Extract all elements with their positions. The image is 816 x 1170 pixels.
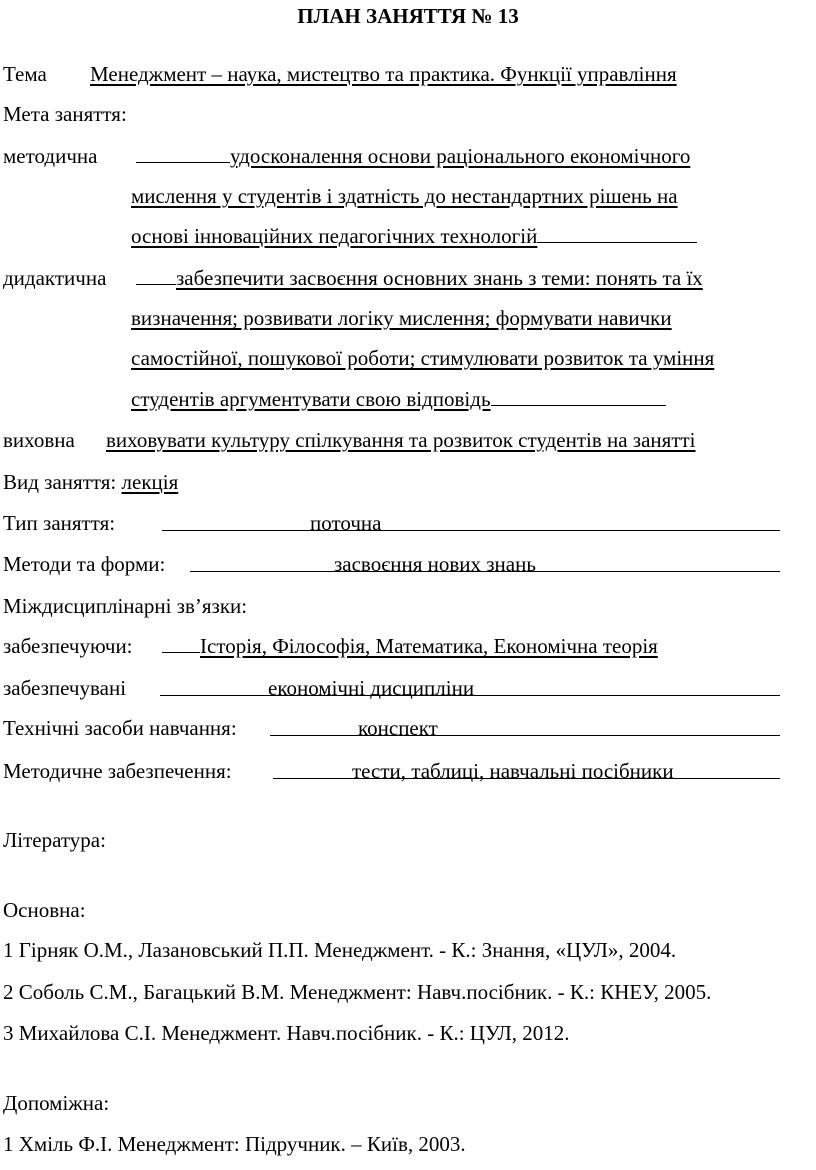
methodical-line-2: мислення у студентів і здатність до нестандартних рішень на [131, 184, 678, 208]
topic-label: Тема [3, 62, 47, 86]
methodical-label: методична [3, 144, 98, 168]
lesson-type-value: поточна [310, 511, 382, 535]
page-title: ПЛАН ЗАНЯТТЯ № 13 [297, 4, 519, 28]
methodical-line-3: основі інноваційних педагогічних технологій [131, 226, 697, 247]
didactic-line-1: забезпечити засвоєння основних знань з теми: понять та їх [136, 268, 703, 289]
tech-means-label: Технічні засоби навчання: [3, 716, 237, 740]
method-support-value: тести, таблиці, навчальні посібники [352, 759, 674, 783]
main-ref-2: 2 Соболь С.М., Багацький В.М. Менеджмент: Навч.посібник. - К.: КНЕУ, 2005. [3, 980, 712, 1004]
methodical-line-1: удосконалення основи раціонального економічного [136, 146, 690, 167]
tech-means-rule [270, 735, 780, 736]
educational-value: виховувати культуру спілкування та розвиток студентів на занятті [106, 428, 696, 452]
main-literature-heading: Основна: [3, 898, 86, 922]
lesson-kind-value: лекція [121, 470, 179, 494]
educational-label: виховна [3, 428, 75, 452]
provided-value: економічні дисципліни [268, 676, 475, 700]
main-ref-1: 1 Гірняк О.М., Лазановський П.П. Менеджмент. - К.: Знання, «ЦУЛ», 2004. [3, 938, 677, 962]
providing-line [162, 636, 658, 657]
lesson-type-rule [162, 530, 780, 531]
literature-heading: Література: [3, 828, 106, 852]
topic-value: Менеджмент – наука, мистецтво та практика. Функції управління [90, 62, 677, 86]
aux-literature-heading: Допоміжна: [3, 1091, 110, 1115]
goal-heading: Мета заняття: [3, 102, 127, 126]
methods-label: Методи та форми: [3, 552, 166, 576]
main-ref-3: 3 Михайлова С.І. Менеджмент. Навч.посібник. - К.: ЦУЛ, 2012. [3, 1021, 570, 1045]
didactic-line-2: визначення; розвивати логіку мислення; формувати навички [131, 306, 672, 330]
didactic-line-3: самостійної, пошукової роботи; стимулювати розвиток та уміння [131, 346, 715, 370]
tech-means-value: конспект [358, 716, 438, 740]
providing-label: забезпечуючи: [3, 634, 133, 658]
fill-rule [537, 241, 697, 243]
fill-rule [136, 283, 176, 285]
fill-rule [491, 404, 666, 406]
lesson-kind-label: Вид заняття: [3, 470, 117, 494]
method-support-label: Методичне забезпечення: [3, 759, 232, 783]
fill-rule [162, 651, 200, 653]
lesson-type-label: Тип заняття: [3, 511, 116, 535]
provided-label: забезпечувані [3, 676, 127, 700]
providing-value: Історія, Філософія, Математика, Економічна теорія [200, 634, 658, 658]
fill-rule [136, 161, 230, 163]
lesson-kind-row [3, 472, 178, 493]
interdisciplinary-heading: Міждисциплінарні зв’язки: [3, 594, 248, 618]
didactic-label: дидактична [3, 266, 107, 290]
didactic-line-4: студентів аргументувати свою відповідь [131, 389, 666, 410]
methods-value: засвоєння нових знань [334, 552, 536, 576]
aux-ref-1: 1 Хміль Ф.І. Менеджмент: Підручник. – Київ, 2003. [3, 1132, 466, 1156]
